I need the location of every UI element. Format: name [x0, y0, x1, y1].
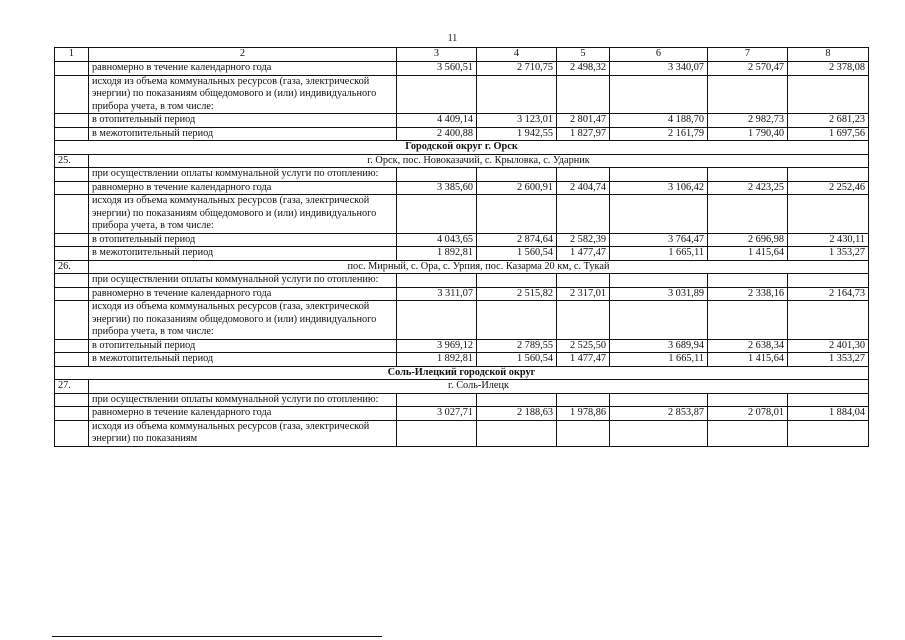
table-row: [55, 181, 869, 195]
value-cell: 1 790,40: [708, 127, 788, 141]
table-row: [55, 420, 869, 446]
value-cell: 1 697,56: [788, 127, 869, 141]
footnote-rule: [52, 636, 382, 637]
value-cell: [557, 75, 610, 114]
table-row: [55, 274, 869, 288]
value-cell: [557, 168, 610, 182]
row-description: исходя из объема коммунальных ресурсов (газа, электрической энергии) по показаниям общедомового и (или) индивидуального прибора учета, в том числе:: [89, 75, 397, 114]
value-cell: [708, 301, 788, 340]
table-header-row: [55, 48, 869, 62]
value-cell: [788, 393, 869, 407]
table-row: [55, 195, 869, 234]
value-cell: [610, 168, 708, 182]
value-cell: 1 884,04: [788, 407, 869, 421]
value-cell: 2 498,32: [557, 62, 610, 76]
value-cell: 1 827,97: [557, 127, 610, 141]
row-description: равномерно в течение календарного года: [89, 287, 397, 301]
value-cell: 2 404,74: [557, 181, 610, 195]
value-cell: 2 710,75: [477, 62, 557, 76]
value-cell: 4 409,14: [397, 114, 477, 128]
row-number: 26.: [55, 260, 89, 274]
section-title: Городской округ г. Орск: [55, 141, 869, 155]
row-description: в отопительный период: [89, 233, 397, 247]
value-cell: 1 477,47: [557, 353, 610, 367]
value-cell: 2 515,82: [477, 287, 557, 301]
value-cell: [477, 274, 557, 288]
table-row: [55, 247, 869, 261]
value-cell: 2 430,11: [788, 233, 869, 247]
value-cell: [397, 301, 477, 340]
value-cell: 2 317,01: [557, 287, 610, 301]
value-cell: [397, 274, 477, 288]
location-row: [55, 380, 869, 394]
table-row: [55, 114, 869, 128]
value-cell: 3 689,94: [610, 339, 708, 353]
value-cell: [557, 195, 610, 234]
location-name: г. Орск, пос. Новоказачий, с. Крыловка, с. Ударник: [89, 154, 869, 168]
page-number: 11: [447, 33, 458, 44]
row-description: при осуществлении оплаты коммунальной услуги по отоплению:: [89, 274, 397, 288]
table-row: [55, 407, 869, 421]
row-description: в отопительный период: [89, 114, 397, 128]
column-header: 1: [55, 48, 89, 62]
table-row: [55, 75, 869, 114]
row-number: [55, 353, 89, 367]
value-cell: [557, 420, 610, 446]
value-cell: 2 982,73: [708, 114, 788, 128]
row-description: в межотопительный период: [89, 127, 397, 141]
value-cell: 3 969,12: [397, 339, 477, 353]
value-cell: [397, 195, 477, 234]
column-header: 2: [89, 48, 397, 62]
row-number: [55, 127, 89, 141]
value-cell: [477, 195, 557, 234]
row-description: при осуществлении оплаты коммунальной услуги по отоплению:: [89, 168, 397, 182]
value-cell: 1 560,54: [477, 353, 557, 367]
section-row: [55, 141, 869, 155]
value-cell: [397, 420, 477, 446]
value-cell: [610, 195, 708, 234]
value-cell: 2 525,50: [557, 339, 610, 353]
value-cell: [610, 420, 708, 446]
value-cell: 3 340,07: [610, 62, 708, 76]
value-cell: [477, 393, 557, 407]
value-cell: 2 638,34: [708, 339, 788, 353]
row-description: в отопительный период: [89, 339, 397, 353]
value-cell: [557, 301, 610, 340]
table-row: [55, 127, 869, 141]
location-name: г. Соль-Илецк: [89, 380, 869, 394]
value-cell: 2 853,87: [610, 407, 708, 421]
row-number: [55, 420, 89, 446]
value-cell: 3 106,42: [610, 181, 708, 195]
table-row: [55, 353, 869, 367]
value-cell: [788, 168, 869, 182]
value-cell: [397, 75, 477, 114]
value-cell: 4 188,70: [610, 114, 708, 128]
value-cell: [610, 75, 708, 114]
table-row: [55, 62, 869, 76]
value-cell: 2 188,63: [477, 407, 557, 421]
table-row: [55, 233, 869, 247]
value-cell: 1 892,81: [397, 247, 477, 261]
value-cell: [557, 274, 610, 288]
value-cell: 1 978,86: [557, 407, 610, 421]
value-cell: [477, 75, 557, 114]
row-description: равномерно в течение календарного года: [89, 407, 397, 421]
value-cell: 2 801,47: [557, 114, 610, 128]
value-cell: [397, 393, 477, 407]
row-description: исходя из объема коммунальных ресурсов (газа, электрической энергии) по показаниям: [89, 420, 397, 446]
section-title: Соль-Илецкий городской округ: [55, 366, 869, 380]
value-cell: 2 161,79: [610, 127, 708, 141]
row-number: [55, 407, 89, 421]
location-row: [55, 260, 869, 274]
column-header: 5: [557, 48, 610, 62]
value-cell: 2 400,88: [397, 127, 477, 141]
value-cell: 2 696,98: [708, 233, 788, 247]
value-cell: 1 477,47: [557, 247, 610, 261]
table-row: [55, 339, 869, 353]
value-cell: [610, 393, 708, 407]
row-description: в межотопительный период: [89, 247, 397, 261]
value-cell: 1 665,11: [610, 353, 708, 367]
section-row: [55, 366, 869, 380]
value-cell: [477, 301, 557, 340]
value-cell: 1 353,27: [788, 353, 869, 367]
row-number: [55, 339, 89, 353]
row-description: равномерно в течение календарного года: [89, 62, 397, 76]
value-cell: 3 385,60: [397, 181, 477, 195]
value-cell: [708, 274, 788, 288]
value-cell: 1 892,81: [397, 353, 477, 367]
location-name: пос. Мирный, с. Ора, с. Урпия, пос. Казарма 20 км, с. Тукай: [89, 260, 869, 274]
value-cell: [610, 301, 708, 340]
value-cell: 3 027,71: [397, 407, 477, 421]
value-cell: 3 031,89: [610, 287, 708, 301]
column-header: 3: [397, 48, 477, 62]
column-header: 8: [788, 48, 869, 62]
value-cell: [708, 168, 788, 182]
column-header: 7: [708, 48, 788, 62]
value-cell: 3 123,01: [477, 114, 557, 128]
value-cell: [788, 301, 869, 340]
value-cell: [708, 393, 788, 407]
value-cell: 2 874,64: [477, 233, 557, 247]
row-number: [55, 393, 89, 407]
row-number: [55, 168, 89, 182]
row-description: исходя из объема коммунальных ресурсов (газа, электрической энергии) по показаниям общедомового и (или) индивидуального прибора учета, в том числе:: [89, 301, 397, 340]
row-number: [55, 62, 89, 76]
value-cell: 2 570,47: [708, 62, 788, 76]
row-number: [55, 75, 89, 114]
value-cell: 1 942,55: [477, 127, 557, 141]
value-cell: [788, 420, 869, 446]
row-description: в межотопительный период: [89, 353, 397, 367]
value-cell: 2 378,08: [788, 62, 869, 76]
column-header: 6: [610, 48, 708, 62]
value-cell: 1 665,11: [610, 247, 708, 261]
value-cell: 3 560,51: [397, 62, 477, 76]
value-cell: 1 415,64: [708, 247, 788, 261]
row-number: [55, 233, 89, 247]
row-number: [55, 274, 89, 288]
row-number: [55, 287, 89, 301]
value-cell: [708, 75, 788, 114]
value-cell: 2 252,46: [788, 181, 869, 195]
row-number: [55, 181, 89, 195]
value-cell: 2 078,01: [708, 407, 788, 421]
value-cell: 1 415,64: [708, 353, 788, 367]
table-row: [55, 301, 869, 340]
value-cell: [788, 75, 869, 114]
value-cell: 2 600,91: [477, 181, 557, 195]
row-description: равномерно в течение календарного года: [89, 181, 397, 195]
row-description: при осуществлении оплаты коммунальной услуги по отоплению:: [89, 393, 397, 407]
row-description: исходя из объема коммунальных ресурсов (газа, электрической энергии) по показаниям общедомового и (или) индивидуального прибора учета, в том числе:: [89, 195, 397, 234]
value-cell: 3 311,07: [397, 287, 477, 301]
row-number: [55, 301, 89, 340]
value-cell: 2 423,25: [708, 181, 788, 195]
row-number: 25.: [55, 154, 89, 168]
value-cell: 1 560,54: [477, 247, 557, 261]
value-cell: 2 582,39: [557, 233, 610, 247]
value-cell: [788, 195, 869, 234]
value-cell: 2 681,23: [788, 114, 869, 128]
value-cell: [477, 420, 557, 446]
value-cell: [557, 393, 610, 407]
value-cell: 4 043,65: [397, 233, 477, 247]
location-row: [55, 154, 869, 168]
value-cell: [477, 168, 557, 182]
tariff-table: [54, 47, 869, 447]
value-cell: 2 789,55: [477, 339, 557, 353]
table-row: [55, 287, 869, 301]
value-cell: [397, 168, 477, 182]
table-row: [55, 168, 869, 182]
row-number: 27.: [55, 380, 89, 394]
value-cell: [788, 274, 869, 288]
row-number: [55, 195, 89, 234]
value-cell: 2 164,73: [788, 287, 869, 301]
value-cell: 2 401,30: [788, 339, 869, 353]
value-cell: 1 353,27: [788, 247, 869, 261]
row-number: [55, 114, 89, 128]
value-cell: [610, 274, 708, 288]
table-row: [55, 393, 869, 407]
value-cell: 2 338,16: [708, 287, 788, 301]
row-number: [55, 247, 89, 261]
value-cell: [708, 420, 788, 446]
value-cell: [708, 195, 788, 234]
column-header: 4: [477, 48, 557, 62]
value-cell: 3 764,47: [610, 233, 708, 247]
